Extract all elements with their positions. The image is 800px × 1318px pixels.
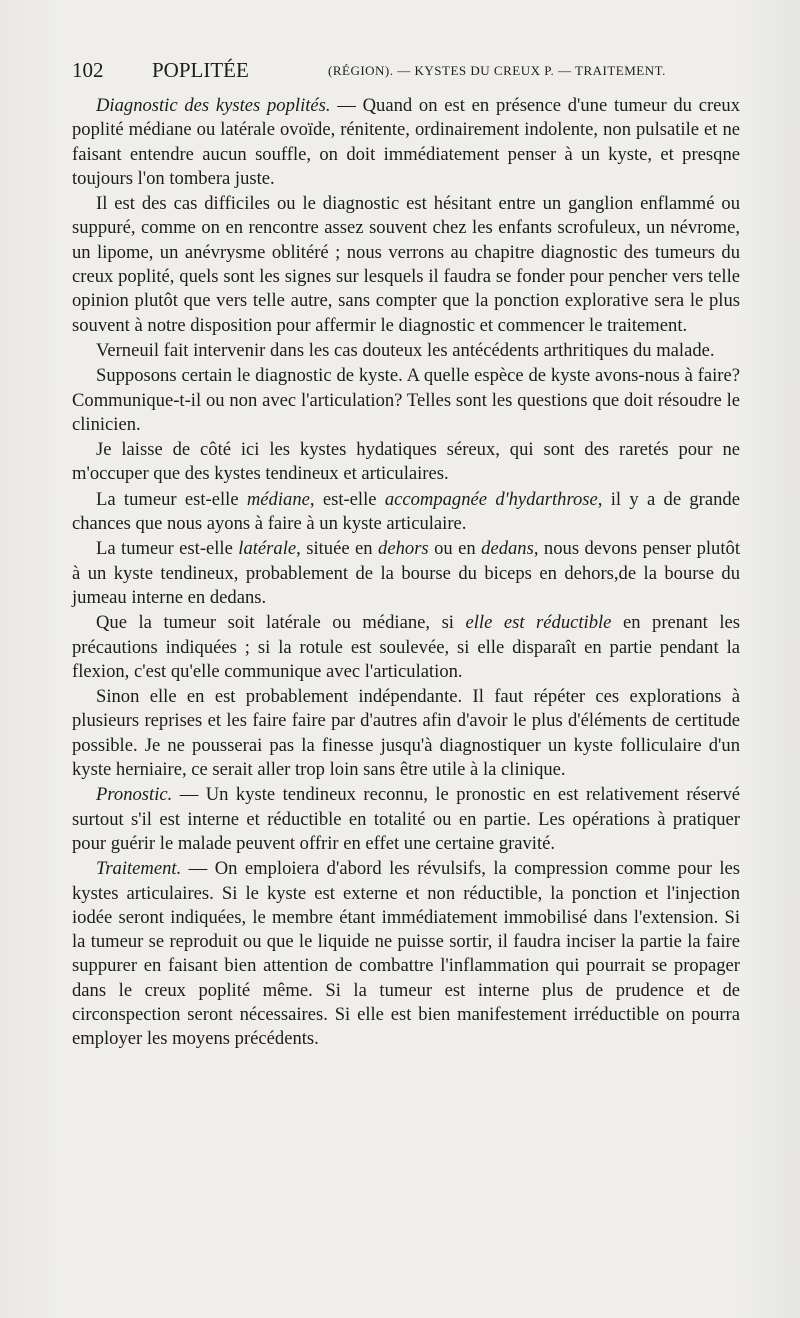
running-head: (RÉGION). — KYSTES DU CREUX P. — TRAITEMENT.	[328, 63, 666, 78]
paragraph: Sinon elle en est probablement indépendante. Il faut répéter ces explorations à plusieurs reprises et les faire faire par d'autres afin d'avoir le plus d'éléments de certitude possible. Je ne pousserai pas la finesse jusqu'à diagnostiquer un kyste folliculaire d'un kyste herniaire, ce serait aller trop loin sans être utile à la clinique.	[72, 686, 740, 781]
paragraph-text: — Un kyste tendineux reconnu, le pronostic en est relativement réservé surtout s'il est interne et réductible en totalité ou en partie. Les opérations à pratiquer pour guérir le malade peuvent offrir en effet une certaine gravité.	[72, 784, 740, 854]
italic-run: elle est réductible	[465, 612, 612, 634]
paragraph	[72, 537, 740, 610]
section-heading: Diagnostic des kystes poplités.	[96, 95, 331, 116]
text-run: La tumeur est-elle	[96, 538, 239, 560]
body-text	[72, 94, 740, 1052]
running-header	[72, 58, 742, 88]
italic-run: latérale	[238, 538, 297, 560]
paragraph-diagnostic	[72, 94, 740, 191]
paragraph	[72, 488, 740, 537]
italic-run: dehors	[378, 538, 429, 560]
text-run: , il y a de grande chances que nous ayons à faire à un kyste articulaire.	[72, 488, 740, 535]
section-heading: Traitement.	[96, 858, 182, 880]
italic-run: accompagnée d'hydarthrose	[384, 488, 598, 510]
paragraph-text: — Quand on est en présence d'une tumeur du creux poplité médiane ou latérale ovoïde, rénitente, ordinairement indolente, non pulsatile et ne faisant entendre aucun souffle, on doit immédiatement penser à un kyste, et presqne toujours l'on tombera juste.	[72, 95, 740, 189]
paragraph	[72, 611, 740, 684]
paragraph: Il est des cas difficiles ou le diagnostic est hésitant entre un ganglion enflammé ou suppuré, comme on en rencontre assez souvent chez les enfants scrofuleux, un névrome, un lipome, un anévrysme oblitéré ; nous verrons au chapitre diagnostic des tumeurs du creux poplité, quels sont les signes sur lesquels il faudra se fonder pour pencher vers telle opinion plutôt que vers telle autre, sans compter que la ponction explorative sera le plus souvent à notre disposition pour affermir le diagnostic et commencer le traitement.	[72, 193, 740, 336]
text-run: Que la tumeur soit latérale ou médiane, si	[96, 612, 466, 634]
text-run: , située en	[296, 538, 379, 560]
paragraph: Verneuil fait intervenir dans les cas douteux les antécédents arthritiques du malade.	[96, 339, 715, 361]
paragraph: Supposons certain le diagnostic de kyste. A quelle espèce de kyste avons-nous à faire? Communique-t-il ou non avec l'articulation? Telles sont les questions que doit résoudre le clinicien.	[72, 365, 740, 435]
text-run: , est-elle	[309, 488, 385, 510]
paragraph: Je laisse de côté ici les kystes hydatiques séreux, qui sont des raretés pour ne m'occuper que des kystes tendineux et articulaires.	[72, 439, 740, 485]
text-run: La tumeur est-elle	[96, 488, 247, 510]
text-run: en prenant les précautions indiquées ; si la rotule est soulevée, si elle disparaît en partie pendant la flexion, c'est qu'elle communique avec l'articulation.	[72, 612, 740, 682]
paragraph-text: — On emploiera d'abord les révulsifs, la compression comme pour les kystes articulaires. Si le kyste est externe et non réductible, la ponction et l'injection iodée seront indiquées, le membre étant immédiatement immobilisé dans l'extension. Si la tumeur se reproduit ou que le liquide ne puisse sortir, il faudra inciser la partie la faire suppurer en faisant bien attention de combattre l'inflammation qui pourrait se propager dans le creux poplité même. Si la tumeur est interne plus de prudence et de circonspection seront nécessaires. Si elle est bien manifestement irréductible on pourra employer les moyens précédents.	[72, 858, 740, 1050]
header-title: POPLITÉE	[152, 58, 249, 82]
text-run: ou en	[428, 538, 482, 560]
section-heading: Pronostic.	[96, 784, 173, 806]
text-run: , nous devons penser plutôt à un kyste tendineux, probablement de la bourse du biceps en dehors,de la bourse du jumeau interne en dedans.	[72, 538, 740, 608]
italic-run: médiane	[246, 488, 310, 510]
italic-run: dedans	[481, 538, 534, 560]
page-number: 102	[72, 58, 104, 82]
paragraph-pronostic	[72, 783, 740, 856]
paragraph-traitement	[72, 857, 740, 1051]
